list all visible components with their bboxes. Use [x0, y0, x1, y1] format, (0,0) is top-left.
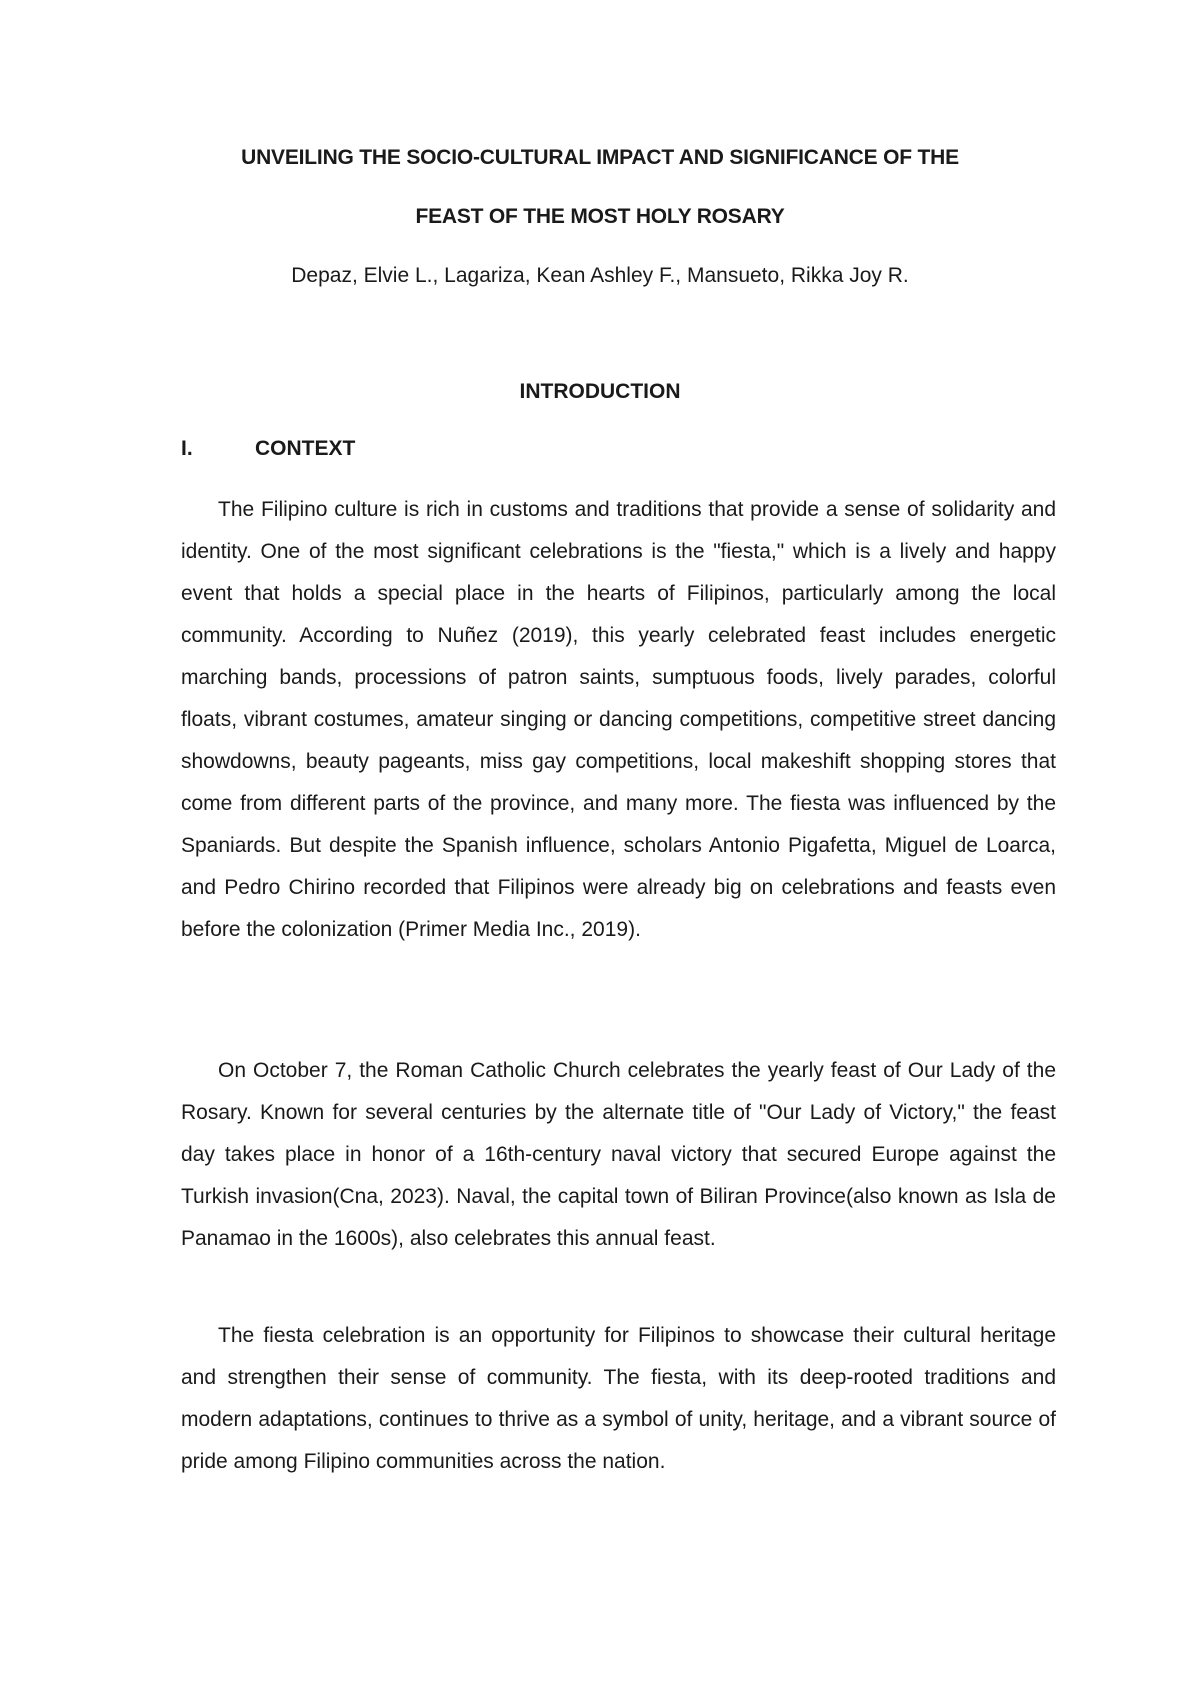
subsection-title: CONTEXT	[255, 437, 356, 460]
title-line-1: UNVEILING THE SOCIO-CULTURAL IMPACT AND SIGNIFICANCE OF THE	[241, 146, 959, 169]
subsection-heading	[181, 437, 355, 461]
paragraph-1: The Filipino culture is rich in customs and traditions that provide a sense of solidarity and identity. One of the most significant celebrations is the "fiesta," which is a lively and happy event that holds a special place in the hearts of Filipinos, particularly among the local community. According to Nuñez (2019), this yearly celebrated feast includes energetic marching bands, processions of patron saints, sumptuous foods, lively parades, colorful floats, vibrant costumes, amateur singing or dancing competitions, competitive street dancing showdowns, beauty pageants, miss gay competitions, local makeshift shopping stores that come from different parts of the province, and many more. The fiesta was influenced by the Spaniards. But despite the Spanish influence, scholars Antonio Pigafetta, Miguel de Loarca, and Pedro Chirino recorded that Filipinos were already big on celebrations and feasts even before the colonization (Primer Media Inc., 2019).	[181, 498, 1056, 941]
section-heading: INTRODUCTION	[519, 380, 681, 403]
paragraph-2: On October 7, the Roman Catholic Church celebrates the yearly feast of Our Lady of the Rosary. Known for several centuries by the alternate title of "Our Lady of Victory," the feast day takes place in honor of a 16th-century naval victory that secured Europe against the Turkish invasion(Cna, 2023). Naval, the capital town of Biliran Province(also known as Isla de Panamao in the 1600s), also celebrates this annual feast.	[181, 1059, 1056, 1250]
authors-line: Depaz, Elvie L., Lagariza, Kean Ashley F., Mansueto, Rikka Joy R.	[291, 264, 909, 287]
paragraph-3: The fiesta celebration is an opportunity for Filipinos to showcase their cultural heritage and strengthen their sense of community. The fiesta, with its deep-rooted traditions and modern adaptations, continues to thrive as a symbol of unity, heritage, and a vibrant source of pride among Filipino communities across the nation.	[181, 1324, 1056, 1473]
title-line-2: FEAST OF THE MOST HOLY ROSARY	[415, 205, 785, 228]
subsection-number: I.	[181, 437, 193, 460]
